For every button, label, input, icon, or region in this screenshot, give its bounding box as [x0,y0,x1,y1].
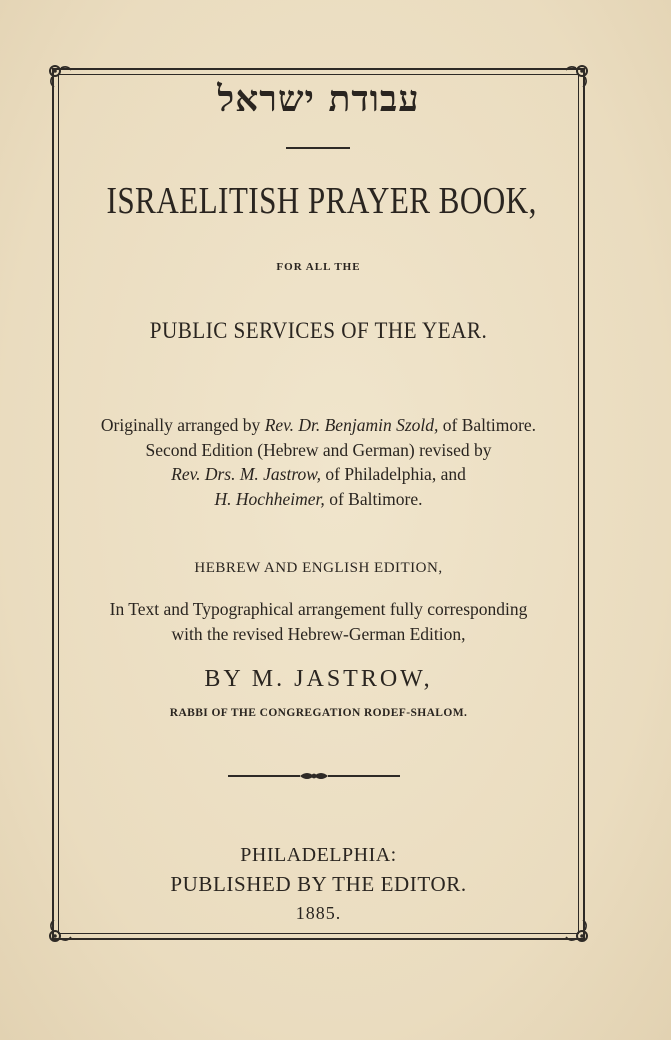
credit-line-4-suffix: of Baltimore. [324,489,423,509]
hebrew-title: עבודת ישראל [217,78,420,120]
credit-line-3 [60,464,577,485]
credit-line-1-prefix: Originally arranged by [100,415,265,435]
imprint-city: PHILADELPHIA: [240,844,397,866]
title-divider [286,147,350,149]
edition-line-1: In Text and Typographical arrangement fully corresponding [109,599,528,619]
author-line: BY M. JASTROW, [204,666,433,692]
ornamental-rule [228,770,400,782]
imprint-year: 1885. [295,903,342,923]
imprint-publisher: PUBLISHED BY THE EDITOR. [170,872,467,896]
credit-line-1 [60,415,577,436]
edition-heading: HEBREW AND ENGLISH EDITION, [194,560,443,576]
main-title: ISRAELITISH PRAYER BOOK, [106,180,537,222]
edition-line-2: with the revised Hebrew-German Edition, [171,624,466,644]
for-all-the: FOR ALL THE [276,261,361,273]
credit-line-1-suffix: of Baltimore. [438,415,537,435]
rabbi-line: RABBI OF THE CONGREGATION RODEF-SHALOM. [169,707,468,719]
credit-line-1-name: Rev. Dr. Benjamin Szold, [264,415,439,435]
subtitle: PUBLIC SERVICES OF THE YEAR. [149,318,488,343]
credit-line-3-name: Rev. Drs. M. Jastrow, [171,464,322,484]
credit-line-4 [60,489,577,510]
credit-line-3-suffix: of Philadelphia, and [321,464,466,484]
credit-line-4-name: H. Hochheimer, [214,489,325,509]
credit-line-2: Second Edition (Hebrew and German) revised by [145,440,492,460]
